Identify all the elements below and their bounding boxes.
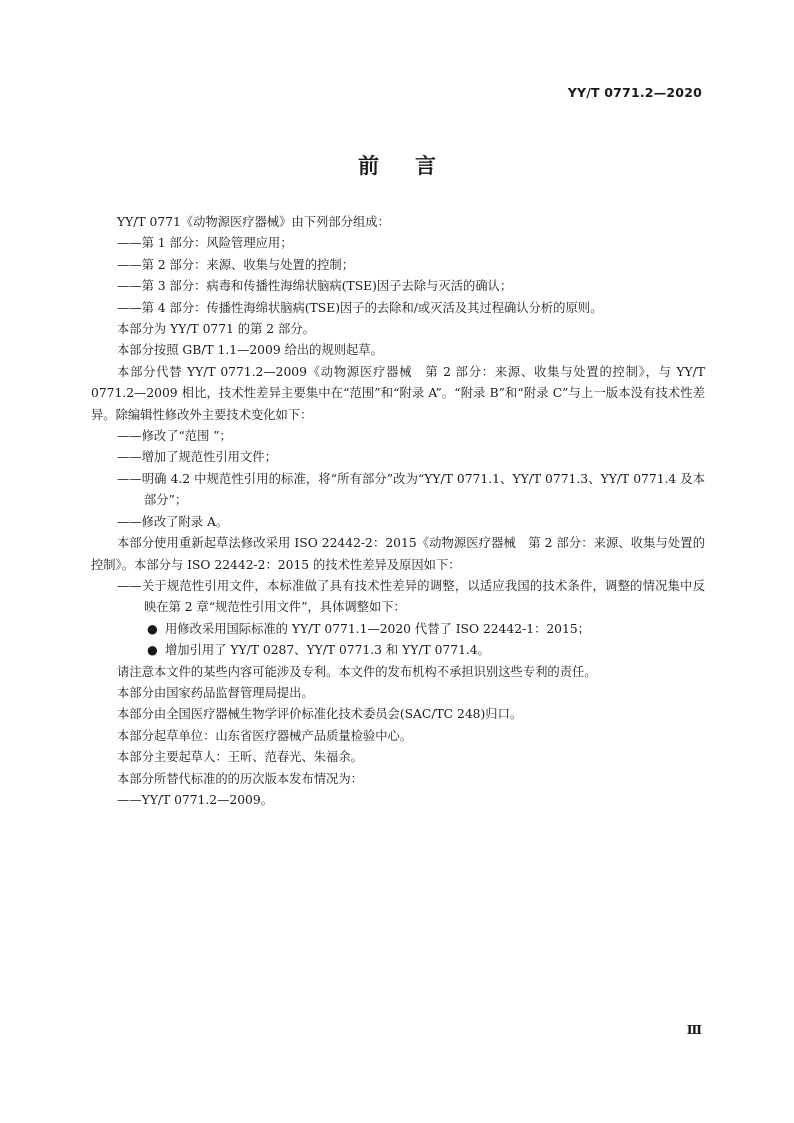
paragraph: 本部分主要起草人：王昕、范春光、朱福余。 <box>117 750 363 765</box>
dash-item: ——第 1 部分：风险管理应用； <box>117 236 293 251</box>
bullet-item <box>91 640 705 661</box>
paragraph: 本部分按照 GB/T 1.1—2009 给出的规则起草。 <box>117 343 383 358</box>
dash-item: ——关于规范性引用文件，本标准做了具有技术性差异的调整，以适应我国的技术条件，调整的情况集中反映在第 2 章“规范性引用文件”，具体调整如下： <box>117 578 705 615</box>
paragraph: 本部分由全国医疗器械生物学评价标准化技术委员会(SAC/TC 248)归口。 <box>117 707 523 722</box>
bullet-icon: ● <box>147 643 158 658</box>
bullet-text: 用修改采用国际标准的 YY/T 0771.1—2020 代替了 ISO 22442-1：2015； <box>165 621 590 636</box>
dash-item: ——增加了规范性引用文件； <box>117 450 277 465</box>
bullet-text: 增加引用了 YY/T 0287、YY/T 0771.3 和 YY/T 0771.4。 <box>165 643 490 658</box>
dash-item: ——修改了“范围 ”； <box>117 429 232 444</box>
page-number: Ⅲ <box>686 1022 702 1037</box>
bullet-icon: ● <box>147 621 158 636</box>
paragraph: 本部分为 YY/T 0771 的第 2 部分。 <box>117 322 315 337</box>
paragraph: 本部分起草单位：山东省医疗器械产品质量检验中心。 <box>117 728 413 743</box>
dash-item: ——第 2 部分：来源、收集与处置的控制； <box>117 257 354 272</box>
paragraph: 本部分由国家药品监督管理局提出。 <box>117 685 314 700</box>
paragraph: 本部分所替代标准的的历次版本发布情况为： <box>117 771 363 786</box>
dash-item: ——明确 4.2 中规范性引用的标准，将“所有部分”改为“YY/T 0771.1、YY/T 0771.3、YY/T 0771.4 及本部分”； <box>117 471 705 508</box>
dash-item: ——第 4 部分：传播性海绵状脑病(TSE)因子的去除和/或灭活及其过程确认分析的原则。 <box>117 300 603 315</box>
foreword-body <box>91 212 705 811</box>
bullet-item <box>91 619 705 640</box>
page-title: 前言 <box>358 154 472 178</box>
paragraph: 本部分代替 YY/T 0771.2—2009《动物源医疗器械 第 2 部分：来源、收集与处置的控制》，与 YY/T 0771.2—2009 相比，技术性差异主要集中在“范围”和“附录 A”。“附录 B”和“附录 C”与上一版本没有技术性差异。除编辑性修改外主要技术变化如下： <box>91 364 705 422</box>
dash-item: ——修改了附录 A。 <box>117 514 229 529</box>
dash-item: ——第 3 部分：病毒和传播性海绵状脑病(TSE)因子去除与灭活的确认； <box>117 279 513 294</box>
dash-item: ——YY/T 0771.2—2009。 <box>117 792 273 807</box>
standard-code: YY/T 0771.2—2020 <box>567 85 702 100</box>
paragraph: YY/T 0771《动物源医疗器械》由下列部分组成： <box>117 215 390 229</box>
paragraph: 请注意本文件的某些内容可能涉及专利。本文件的发布机构不承担识别这些专利的责任。 <box>117 664 597 679</box>
paragraph: 本部分使用重新起草法修改采用 ISO 22442-2：2015《动物源医疗器械 第 2 部分：来源、收集与处置的控制》。本部分与 ISO 22442-2：2015 的技术性差异及原因如下： <box>91 536 705 572</box>
